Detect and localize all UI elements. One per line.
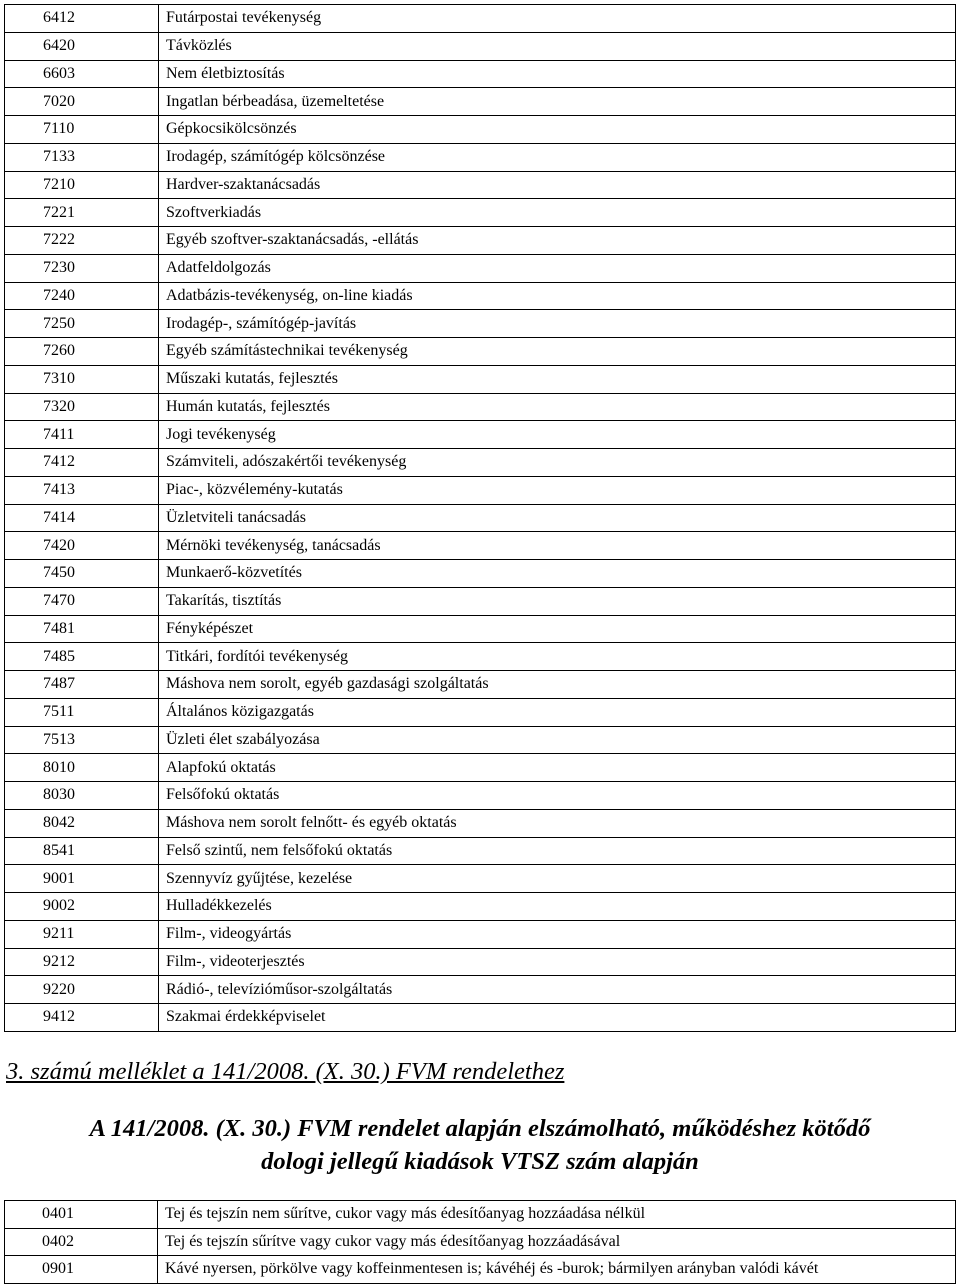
description-cell: Hulladékkezelés <box>159 893 956 921</box>
table-row <box>5 88 956 116</box>
description-cell: Tej és tejszín nem sűrítve, cukor vagy más édesítőanyag hozzáadása nélkül <box>158 1201 956 1229</box>
description-cell: Tej és tejszín sűrítve vagy cukor vagy más édesítőanyag hozzáadásával <box>158 1228 956 1256</box>
code-cell: 7133 <box>5 143 159 171</box>
code-cell: 7420 <box>5 532 159 560</box>
description-cell: Felsőfokú oktatás <box>159 782 956 810</box>
table-row <box>5 365 956 393</box>
table-row <box>5 754 956 782</box>
code-cell: 7222 <box>5 227 159 255</box>
description-cell: Jogi tevékenység <box>159 421 956 449</box>
table-row <box>5 254 956 282</box>
table-row <box>5 338 956 366</box>
table-row <box>5 948 956 976</box>
code-cell: 7485 <box>5 643 159 671</box>
description-cell: Irodagép-, számítógép-javítás <box>159 310 956 338</box>
description-cell: Távközlés <box>159 32 956 60</box>
code-cell: 7413 <box>5 476 159 504</box>
code-cell: 7250 <box>5 310 159 338</box>
code-cell: 9212 <box>5 948 159 976</box>
code-cell: 6603 <box>5 60 159 88</box>
code-cell: 9002 <box>5 893 159 921</box>
annex-heading: 3. számú melléklet a 141/2008. (X. 30.) FVM rendelethez <box>6 1058 565 1085</box>
code-cell: 8010 <box>5 754 159 782</box>
description-cell: Film-, videogyártás <box>159 920 956 948</box>
table-row <box>5 698 956 726</box>
table-row <box>5 504 956 532</box>
table-row <box>5 60 956 88</box>
code-cell: 6412 <box>5 5 159 33</box>
table-row <box>5 199 956 227</box>
description-cell: Irodagép, számítógép kölcsönzése <box>159 143 956 171</box>
code-cell: 7110 <box>5 116 159 144</box>
description-cell: Titkári, fordítói tevékenység <box>159 643 956 671</box>
code-cell: 9220 <box>5 976 159 1004</box>
description-cell: Szakmai érdekképviselet <box>159 1004 956 1032</box>
description-cell: Gépkocsikölcsönzés <box>159 116 956 144</box>
table-row <box>5 1228 956 1256</box>
code-cell: 9211 <box>5 920 159 948</box>
document-title <box>0 1112 960 1178</box>
description-cell: Adatbázis-tevékenység, on-line kiadás <box>159 282 956 310</box>
description-cell: Mérnöki tevékenység, tanácsadás <box>159 532 956 560</box>
code-cell: 7487 <box>5 671 159 699</box>
description-cell: Máshova nem sorolt felnőtt- és egyéb oktatás <box>159 809 956 837</box>
code-cell: 7481 <box>5 615 159 643</box>
code-cell: 7210 <box>5 171 159 199</box>
code-cell: 7412 <box>5 449 159 477</box>
description-cell: Általános közigazgatás <box>159 698 956 726</box>
description-cell: Műszaki kutatás, fejlesztés <box>159 365 956 393</box>
code-cell: 7240 <box>5 282 159 310</box>
table-row <box>5 532 956 560</box>
description-cell: Film-, videoterjesztés <box>159 948 956 976</box>
description-cell: Adatfeldolgozás <box>159 254 956 282</box>
description-cell: Hardver-szaktanácsadás <box>159 171 956 199</box>
code-cell: 6420 <box>5 32 159 60</box>
code-cell: 8541 <box>5 837 159 865</box>
description-cell: Fényképészet <box>159 615 956 643</box>
vtsz-code-table <box>4 1200 956 1284</box>
code-cell: 7470 <box>5 587 159 615</box>
table-row <box>5 837 956 865</box>
code-cell: 7260 <box>5 338 159 366</box>
description-cell: Munkaerő-közvetítés <box>159 560 956 588</box>
description-cell: Humán kutatás, fejlesztés <box>159 393 956 421</box>
table-row <box>5 143 956 171</box>
code-cell: 7513 <box>5 726 159 754</box>
code-cell: 9412 <box>5 1004 159 1032</box>
code-cell: 0401 <box>5 1201 158 1229</box>
table-row <box>5 643 956 671</box>
table-row <box>5 726 956 754</box>
description-cell: Takarítás, tisztítás <box>159 587 956 615</box>
table-row <box>5 976 956 1004</box>
description-cell: Számviteli, adószakértői tevékenység <box>159 449 956 477</box>
title-line-1: A 141/2008. (X. 30.) FVM rendelet alapján elszámolható, működéshez kötődő <box>89 1115 871 1142</box>
table-row <box>5 116 956 144</box>
code-cell: 7320 <box>5 393 159 421</box>
title-line-2: dologi jellegű kiadások VTSZ szám alapján <box>261 1148 699 1175</box>
description-cell: Rádió-, televízióműsor-szolgáltatás <box>159 976 956 1004</box>
table-row <box>5 171 956 199</box>
description-cell: Üzletviteli tanácsadás <box>159 504 956 532</box>
code-cell: 7020 <box>5 88 159 116</box>
table-row <box>5 1256 956 1284</box>
description-cell: Egyéb számítástechnikai tevékenység <box>159 338 956 366</box>
description-cell: Szennyvíz gyűjtése, kezelése <box>159 865 956 893</box>
table-row <box>5 449 956 477</box>
code-cell: 7230 <box>5 254 159 282</box>
table-row <box>5 282 956 310</box>
code-cell: 7450 <box>5 560 159 588</box>
table-row <box>5 809 956 837</box>
table-row <box>5 421 956 449</box>
table-row <box>5 865 956 893</box>
table-row <box>5 615 956 643</box>
table-row <box>5 227 956 255</box>
table-row <box>5 671 956 699</box>
table-row <box>5 5 956 33</box>
description-cell: Ingatlan bérbeadása, üzemeltetése <box>159 88 956 116</box>
code-cell: 8030 <box>5 782 159 810</box>
description-cell: Szoftverkiadás <box>159 199 956 227</box>
table-row <box>5 782 956 810</box>
code-cell: 0402 <box>5 1228 158 1256</box>
code-cell: 7511 <box>5 698 159 726</box>
table-row <box>5 1201 956 1229</box>
code-cell: 7411 <box>5 421 159 449</box>
table-row <box>5 310 956 338</box>
table-row <box>5 920 956 948</box>
description-cell: Futárpostai tevékenység <box>159 5 956 33</box>
description-cell: Felső szintű, nem felsőfokú oktatás <box>159 837 956 865</box>
table-row <box>5 476 956 504</box>
code-cell: 7414 <box>5 504 159 532</box>
description-cell: Egyéb szoftver-szaktanácsadás, -ellátás <box>159 227 956 255</box>
description-cell: Nem életbiztosítás <box>159 60 956 88</box>
description-cell: Üzleti élet szabályozása <box>159 726 956 754</box>
code-cell: 7221 <box>5 199 159 227</box>
table-row <box>5 32 956 60</box>
code-cell: 9001 <box>5 865 159 893</box>
description-cell: Máshova nem sorolt, egyéb gazdasági szolgáltatás <box>159 671 956 699</box>
table-row <box>5 587 956 615</box>
table-row <box>5 1004 956 1032</box>
activity-code-table <box>4 4 956 1032</box>
code-cell: 8042 <box>5 809 159 837</box>
description-cell: Kávé nyersen, pörkölve vagy koffeinmentesen is; kávéhéj és -burok; bármilyen arányban valódi kávét <box>158 1256 956 1284</box>
code-cell: 7310 <box>5 365 159 393</box>
description-cell: Piac-, közvélemény-kutatás <box>159 476 956 504</box>
description-cell: Alapfokú oktatás <box>159 754 956 782</box>
table-row <box>5 560 956 588</box>
table-row <box>5 893 956 921</box>
table-row <box>5 393 956 421</box>
code-cell: 0901 <box>5 1256 158 1284</box>
